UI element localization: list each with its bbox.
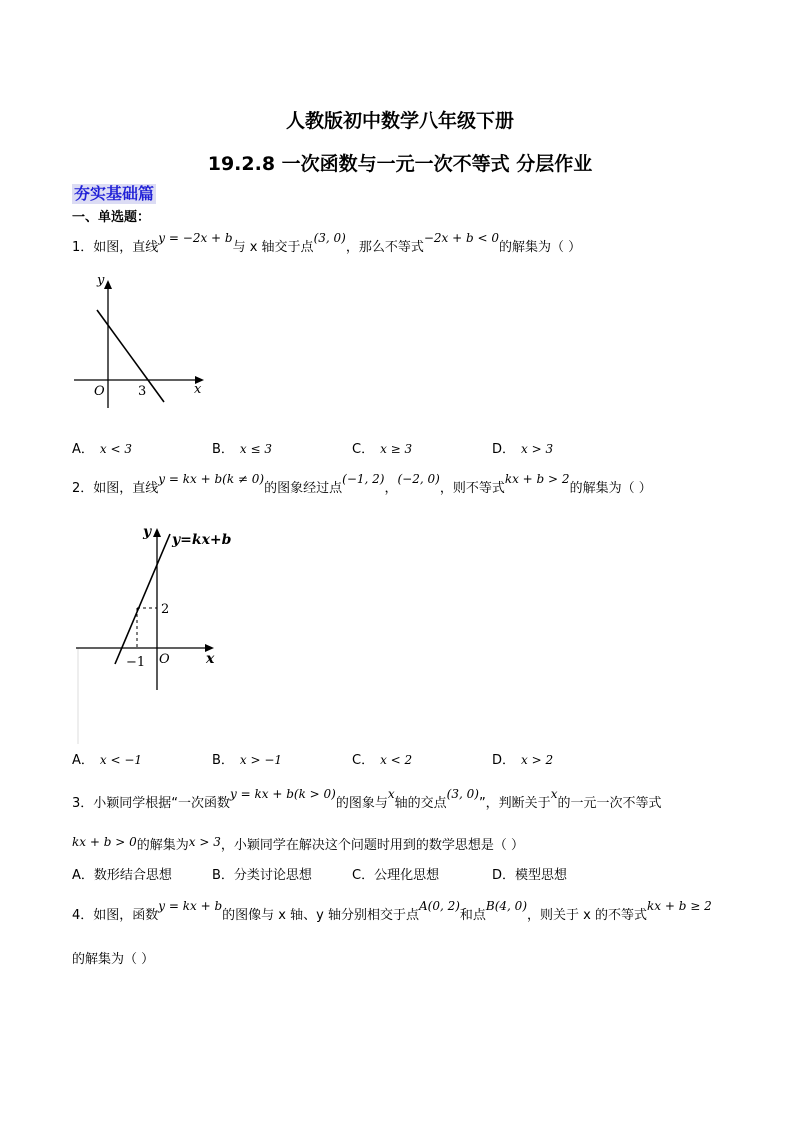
q2-number: 2． (72, 481, 94, 496)
option-label: B． (212, 442, 234, 457)
option-label: C． (352, 442, 375, 457)
option-label: A． (72, 753, 94, 768)
q2-text: 如图，直线 (93, 481, 159, 496)
q2-x-label: x (206, 651, 215, 667)
option-text: x > 2 (521, 753, 554, 767)
option-label: B． (212, 753, 234, 768)
q3-option-c[interactable]: C．公理化思想 (352, 868, 440, 883)
question-3 (72, 787, 662, 811)
q4-text: ，则关于 x 的不等式 (527, 908, 647, 923)
q2-math-line: y = kx + b(k ≠ 0) (158, 472, 265, 486)
q1-option-d[interactable] (492, 438, 553, 457)
q3-option-d[interactable]: D．模型思想 (492, 868, 568, 883)
q2-origin-label: O (159, 652, 170, 667)
q1-y-label: y (97, 273, 105, 288)
q1-text: 如图，直线 (93, 240, 159, 255)
q4-math-point-b: B(4, 0) (485, 899, 528, 913)
q3-text: 的解集为 (136, 838, 189, 853)
q1-line (97, 310, 164, 402)
q3-text: 的一元一次不等式 (557, 796, 662, 811)
q2-two-label: 2 (161, 602, 170, 617)
question-2 (72, 472, 652, 496)
option-text: x ≥ 3 (380, 442, 413, 456)
q3-math-point: (3, 0) (446, 787, 479, 801)
q1-x-label: x (194, 382, 202, 397)
q1-origin-label: O (94, 384, 105, 399)
section-heading: 夯实基础篇 (74, 184, 155, 203)
option-text: x ≤ 3 (239, 442, 273, 456)
q3-option-b[interactable]: B．分类讨论思想 (212, 868, 312, 883)
q2-text: ， (384, 481, 398, 496)
q3-text: 的图象与 (335, 796, 388, 811)
q1-number: 1． (72, 240, 94, 255)
q2-option-c[interactable] (352, 749, 412, 768)
q1-option-b[interactable] (212, 438, 272, 457)
q1-option-a[interactable] (72, 438, 132, 457)
option-text: x < 2 (380, 753, 413, 767)
question-1 (72, 231, 582, 255)
option-label: D． (492, 442, 516, 457)
q2-y-label: y (143, 524, 152, 540)
question-4 (72, 899, 712, 923)
q4-text: 的图像与 x 轴、y 轴分别相交于点 (222, 908, 419, 923)
q3-text: ，小颖同学在解决这个问题时用到的数学思想是（ ） (220, 838, 524, 853)
q2-text: 的图象经过点 (264, 481, 343, 496)
q2-option-d[interactable] (492, 749, 553, 768)
q1-math-point: (3, 0) (313, 231, 346, 245)
q3-option-a[interactable]: A．数形结合思想 (72, 868, 172, 883)
q3-math-inequality: kx + b > 0 (72, 835, 137, 849)
q3-number: 3． (72, 796, 94, 811)
q2-math-point1: (−1, 2) (342, 472, 385, 486)
q4-math-func: y = kx + b (158, 899, 223, 913)
q1-math-line: y = −2x + b (158, 231, 233, 245)
q1-math-inequality: −2x + b < 0 (423, 231, 499, 245)
q3-math-func: y = kx + b(k > 0) (230, 787, 336, 801)
option-text: x < −1 (99, 753, 143, 767)
question-3-line2 (72, 834, 524, 853)
q2-math-inequality: kx + b > 2 (504, 472, 570, 486)
subheading: 一、单选题： (72, 210, 151, 225)
option-text: x > 3 (521, 442, 554, 456)
q1-text: 与 x 轴交于点 (232, 240, 314, 255)
page-title: 人教版初中数学八年级下册 (285, 110, 514, 132)
q1-text: 的解集为（ ） (498, 240, 582, 255)
q4-text: 和点 (459, 908, 486, 923)
q2-graph (72, 516, 272, 746)
q3-math-solution: x > 3 (188, 835, 221, 849)
q2-text: 的解集为（ ） (569, 481, 652, 496)
q4-text: 如图，函数 (93, 908, 159, 923)
q1-option-c[interactable] (352, 438, 412, 457)
q2-line (115, 534, 170, 664)
q2-math-point2: (−2, 0) (397, 472, 440, 486)
q3-math-x: x (387, 787, 395, 801)
option-label: C． (352, 753, 375, 768)
q2-text: ，则不等式 (439, 481, 505, 496)
q3-text: 轴的交点 (394, 796, 447, 811)
q3-text: ”，判断关于 (478, 796, 551, 811)
page-subtitle: 19.2.8 一次函数与一元一次不等式 分层作业 (207, 153, 593, 175)
q1-three-label: 3 (138, 384, 147, 399)
q3-text: 小颖同学根据“一次函数 (93, 796, 231, 811)
option-text: x < 3 (99, 442, 132, 456)
q2-neg1-label: −1 (126, 655, 146, 670)
option-label: A． (72, 442, 94, 457)
option-text: x > −1 (239, 753, 283, 767)
q4-math-point-a: A(0, 2) (418, 899, 460, 913)
q3-math-x2: x (550, 787, 558, 801)
q1-y-arrow-icon (104, 280, 112, 289)
q4-number: 4． (72, 908, 94, 923)
q2-y-arrow-icon (153, 528, 161, 537)
q2-line-label: y=kx+b (172, 532, 232, 548)
question-4-line2: 的解集为（ ） (72, 952, 155, 967)
q2-option-b[interactable] (212, 749, 282, 768)
option-label: D． (492, 753, 516, 768)
q4-math-inequality: kx + b ≥ 2 (646, 899, 712, 913)
q1-text: ，那么不等式 (345, 240, 424, 255)
q1-graph (66, 268, 216, 410)
q2-option-a[interactable] (72, 749, 142, 768)
